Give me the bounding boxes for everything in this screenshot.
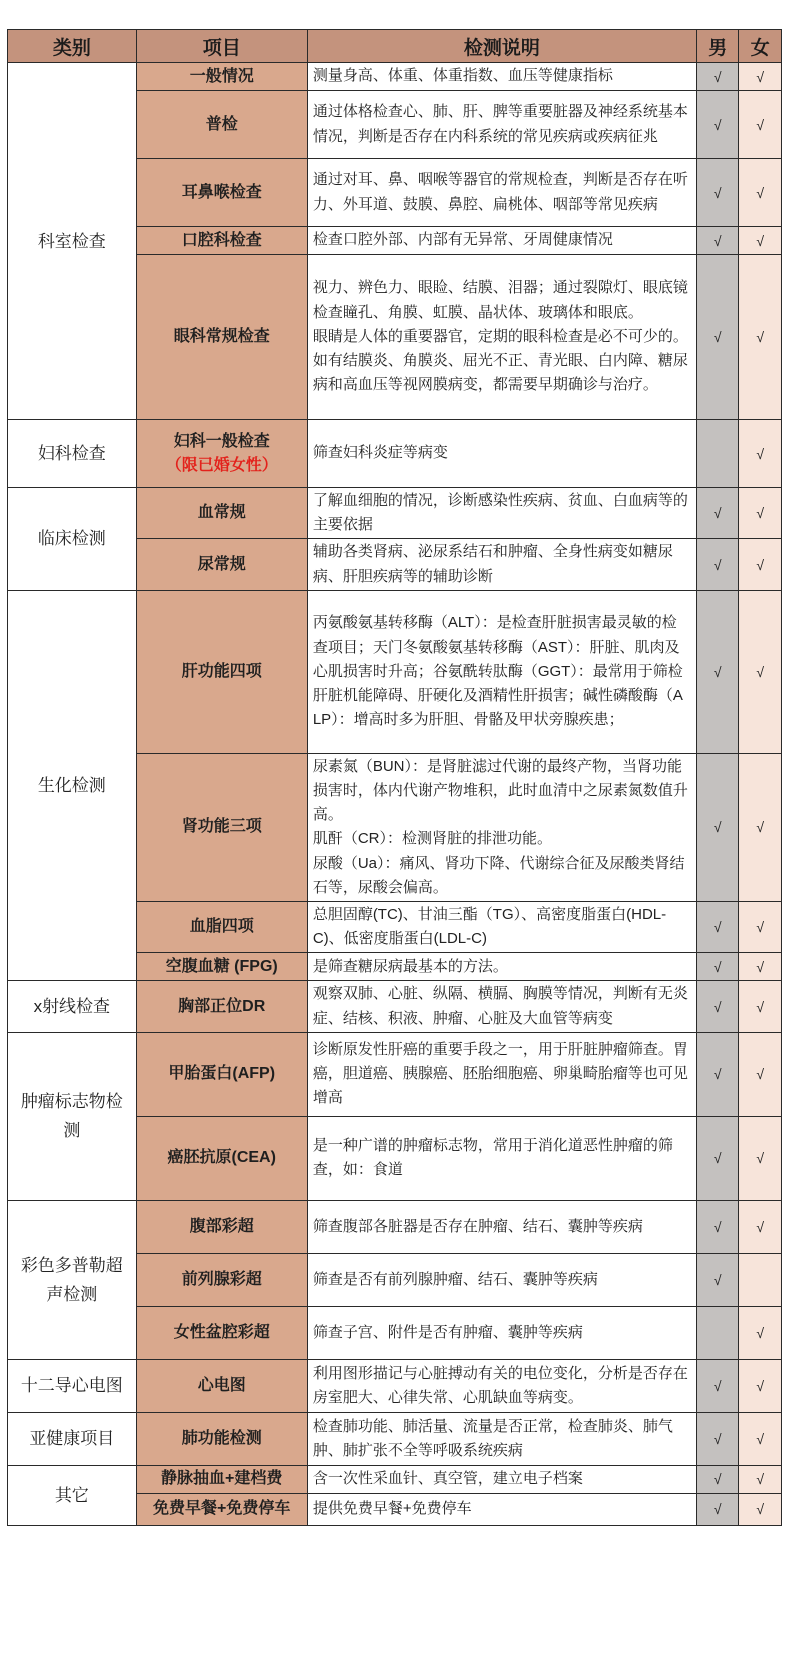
description-cell (307, 1032, 696, 1116)
item-label: 腹部彩超 (189, 1217, 254, 1235)
header-description: 检测说明 (307, 30, 696, 63)
check-icon: √ (756, 556, 765, 573)
description-text: 视力、辨色力、眼睑、结膜、泪器；通过裂隙灯、眼底镜检查瞳孔、角膜、虹膜、晶状体、玻璃体和眼底。 (312, 279, 688, 321)
check-icon: √ (756, 1218, 765, 1235)
check-icon: √ (756, 232, 765, 249)
check-icon: √ (756, 329, 765, 345)
female-check-cell (739, 159, 782, 227)
female-check-cell (739, 1359, 782, 1412)
table-row (8, 488, 782, 539)
description-text: 了解血细胞的情况，诊断感染性疾病、贫血、白血病等的主要依据 (312, 492, 688, 534)
male-check-cell (696, 539, 739, 590)
male-check-cell (696, 1032, 739, 1116)
item-label: 妇科一般检查 (173, 432, 270, 450)
description-cell (307, 1253, 696, 1306)
check-icon: √ (756, 1324, 765, 1341)
check-icon: √ (713, 958, 722, 975)
description-cell (307, 1116, 696, 1200)
male-check-cell (696, 1412, 739, 1465)
check-icon: √ (756, 663, 765, 680)
check-icon: √ (713, 1377, 722, 1394)
female-check-cell (739, 488, 782, 539)
female-check-cell (739, 91, 782, 159)
table-row (8, 590, 782, 753)
male-check-cell (696, 227, 739, 255)
male-check-cell (696, 753, 739, 901)
description-cell (307, 590, 696, 753)
item-note: （限已婚女性） (165, 456, 278, 474)
description-text: 丙氨酸氨基转移酶（ALT）：是检查肝脏损害最灵敏的检查项目；天门冬氨酸氨基转移酶（AST）：肝脏、肌肉及心肌损害时升高；谷氨酰转肽酶（GGT）：最常用于筛检肝脏机能障碍、肝硬化及酒精性肝损害；碱性磷酸酶（ALP）：增高时多为肝胆、骨骼及甲状旁腺疾患； (312, 614, 683, 729)
item-label: 耳鼻喉检查 (181, 183, 262, 201)
description-cell (307, 1200, 696, 1253)
check-icon: √ (713, 1430, 722, 1447)
category-label: 临床检测 (37, 529, 106, 549)
item-cell (136, 488, 307, 539)
item-label: 口腔科检查 (181, 231, 262, 249)
item-label: 尿常规 (197, 555, 246, 573)
male-check-cell (696, 1359, 739, 1412)
check-icon: √ (713, 556, 722, 573)
check-icon: √ (713, 819, 722, 836)
male-check-cell (696, 902, 739, 953)
check-icon: √ (713, 1150, 722, 1167)
check-icon: √ (756, 505, 765, 522)
check-icon: √ (713, 505, 722, 522)
male-check-cell (696, 1116, 739, 1200)
description-text: 眼睛是人体的重要器官，定期的眼科检查是必不可少的。如有结膜炎、角膜炎、屈光不正、青光眼、白内障、糖尿病和高血压等视网膜病变，都需要早期确诊与治疗。 (312, 327, 688, 394)
description-cell (307, 902, 696, 953)
description-text: 是筛查糖尿病最基本的方法。 (312, 957, 508, 975)
description-cell (307, 753, 696, 901)
description-text: 观察双肺、心脏、纵隔、横膈、胸膜等情况，判断有无炎症、结核、积液、肿瘤、心脏及大血管等病变 (312, 985, 688, 1027)
category-label: 彩色多普勒超声检测 (20, 1255, 123, 1304)
description-text: 提供免费早餐+免费停车 (312, 1500, 472, 1518)
male-check-cell (696, 1306, 739, 1359)
description-text: 通过体格检查心、肺、肝、脾等重要脏器及神经系统基本情况，判断是否存在内科系统的常见疾病或疾病征兆 (312, 103, 688, 145)
description-text: 检查肺功能、肺活量、流量是否正常，检查肺炎、肺气肿、肺扩张不全等呼吸系统疾病 (312, 1417, 673, 1459)
item-cell (136, 590, 307, 753)
description-text: 尿酸（Ua）：痛风、肾功下降、代谢综合征及尿酸类肾结石等，尿酸会偏高。 (312, 854, 685, 896)
check-icon: √ (756, 819, 765, 836)
exam-table (7, 29, 782, 1526)
description-text: 筛查子宫、附件是否有肿瘤、囊肿等疾病 (312, 1323, 583, 1341)
description-cell (307, 981, 696, 1032)
female-check-cell (739, 1253, 782, 1306)
female-check-cell (739, 1412, 782, 1465)
description-text: 检查口腔外部、内部有无异常、牙周健康情况 (312, 231, 613, 249)
check-icon: √ (756, 1430, 765, 1447)
item-label: 血常规 (197, 504, 246, 522)
description-text: 通过对耳、鼻、咽喉等器官的常规检查，判断是否存在听力、外耳道、鼓膜、鼻腔、扁桃体、咽部等常见疾病 (312, 171, 688, 213)
check-icon: √ (713, 329, 722, 345)
check-icon: √ (756, 1066, 765, 1083)
item-label: 肾功能三项 (181, 818, 262, 836)
table-row (8, 63, 782, 91)
item-label: 甲胎蛋白(AFP) (168, 1065, 276, 1083)
category-cell (8, 63, 137, 420)
description-text: 筛查腹部各脏器是否存在肿瘤、结石、囊肿等疾病 (312, 1217, 643, 1235)
item-cell (136, 1253, 307, 1306)
header-category: 类别 (8, 30, 137, 63)
description-cell (307, 63, 696, 91)
item-cell (136, 981, 307, 1032)
category-cell (8, 1412, 137, 1465)
category-cell (8, 590, 137, 981)
item-label: 胸部正位DR (178, 997, 266, 1015)
item-label: 心电图 (197, 1376, 246, 1394)
check-icon: √ (713, 663, 722, 680)
description-cell (307, 255, 696, 420)
category-label: 科室检查 (37, 231, 106, 251)
item-label: 肝功能四项 (181, 662, 262, 680)
check-icon: √ (756, 1471, 765, 1488)
category-label: 生化检测 (37, 776, 106, 796)
description-cell (307, 91, 696, 159)
category-cell (8, 1032, 137, 1200)
category-label: 其它 (54, 1485, 89, 1505)
table-row (8, 981, 782, 1032)
check-icon: √ (713, 998, 722, 1015)
male-check-cell (696, 91, 739, 159)
item-cell (136, 1306, 307, 1359)
table-row (8, 1465, 782, 1493)
check-icon: √ (756, 998, 765, 1015)
table-row (8, 420, 782, 488)
check-icon: √ (713, 116, 722, 133)
male-check-cell (696, 159, 739, 227)
female-check-cell (739, 953, 782, 981)
item-cell (136, 1493, 307, 1525)
check-icon: √ (713, 68, 722, 85)
category-cell (8, 1465, 137, 1525)
description-text: 总胆固醇(TC)、甘油三酯（TG）、高密度脂蛋白(HDL-C)、低密度脂蛋白(LDL-C) (312, 906, 667, 948)
item-label: 癌胚抗原(CEA) (167, 1149, 276, 1167)
item-cell (136, 255, 307, 420)
check-icon: √ (756, 116, 765, 133)
description-cell (307, 159, 696, 227)
description-text: 尿素氮（BUN）：是肾脏滤过代谢的最终产物，当肾功能损害时，体内代谢产物堆积，此时血清中之尿素氮数值升高。 (312, 757, 688, 824)
male-check-cell (696, 590, 739, 753)
item-label: 普检 (205, 115, 238, 133)
description-cell (307, 1359, 696, 1412)
check-icon: √ (713, 1271, 722, 1288)
table-header-row (8, 30, 782, 63)
item-label: 女性盆腔彩超 (173, 1323, 270, 1341)
item-cell (136, 953, 307, 981)
description-cell (307, 953, 696, 981)
header-item: 项目 (136, 30, 307, 63)
item-cell (136, 1359, 307, 1412)
female-check-cell (739, 1032, 782, 1116)
female-check-cell (739, 227, 782, 255)
female-check-cell (739, 1306, 782, 1359)
check-icon: √ (756, 184, 765, 201)
header-male: 男 (696, 30, 739, 63)
description-text: 辅助各类肾病、泌尿系结石和肿瘤、全身性病变如糖尿病、肝胆疾病等的辅助诊断 (312, 543, 673, 585)
male-check-cell (696, 953, 739, 981)
female-check-cell (739, 539, 782, 590)
female-check-cell (739, 420, 782, 488)
item-label: 空腹血糖 (FPG) (165, 957, 278, 975)
item-label: 免费早餐+免费停车 (153, 1500, 291, 1518)
female-check-cell (739, 902, 782, 953)
item-cell (136, 1032, 307, 1116)
description-cell (307, 488, 696, 539)
check-icon: √ (756, 919, 765, 936)
check-icon: √ (713, 184, 722, 201)
description-cell (307, 420, 696, 488)
category-label: 妇科检查 (37, 444, 106, 463)
description-text: 含一次性采血针、真空管，建立电子档案 (312, 1470, 583, 1488)
female-check-cell (739, 255, 782, 420)
description-text: 测量身高、体重、体重指数、血压等健康指标 (312, 67, 613, 85)
female-check-cell (739, 981, 782, 1032)
item-cell (136, 227, 307, 255)
category-cell (8, 1359, 137, 1412)
check-icon: √ (713, 1066, 722, 1083)
male-check-cell (696, 255, 739, 420)
item-cell (136, 91, 307, 159)
category-label: 肿瘤标志物检测 (20, 1092, 123, 1141)
item-cell (136, 63, 307, 91)
category-cell (8, 1200, 137, 1359)
category-label: 亚健康项目 (29, 1429, 115, 1449)
check-icon: √ (756, 68, 765, 85)
description-text: 诊断原发性肝癌的重要手段之一，用于肝脏肿瘤筛查。胃癌，胆道癌、胰腺癌、胚胎细胞癌、卵巢畸胎瘤等也可见增高 (312, 1041, 688, 1107)
item-cell (136, 539, 307, 590)
category-cell (8, 420, 137, 488)
description-cell (307, 227, 696, 255)
item-cell (136, 420, 307, 488)
description-text: 筛查妇科炎症等病变 (312, 444, 448, 462)
item-cell (136, 159, 307, 227)
female-check-cell (739, 63, 782, 91)
category-label: 十二导心电图 (20, 1376, 123, 1396)
check-icon: √ (713, 1501, 722, 1518)
category-cell (8, 488, 137, 591)
category-cell (8, 981, 137, 1032)
male-check-cell (696, 1465, 739, 1493)
female-check-cell (739, 1116, 782, 1200)
check-icon: √ (756, 445, 765, 462)
item-label: 血脂四项 (189, 918, 254, 936)
female-check-cell (739, 1200, 782, 1253)
item-label: 眼科常规检查 (173, 328, 270, 345)
table-row (8, 1412, 782, 1465)
description-cell (307, 1306, 696, 1359)
check-icon: √ (713, 1471, 722, 1488)
item-cell (136, 902, 307, 953)
description-text: 利用图形描记与心脏搏动有关的电位变化，分析是否存在房室肥大、心律失常、心肌缺血等病变。 (312, 1364, 688, 1406)
category-label: x射线检查 (33, 997, 111, 1017)
male-check-cell (696, 63, 739, 91)
female-check-cell (739, 1493, 782, 1525)
item-label: 一般情况 (189, 67, 254, 85)
table-row (8, 1032, 782, 1116)
check-icon: √ (713, 919, 722, 936)
item-cell (136, 1116, 307, 1200)
male-check-cell (696, 488, 739, 539)
male-check-cell (696, 1253, 739, 1306)
check-icon: √ (756, 1150, 765, 1167)
item-cell (136, 1412, 307, 1465)
female-check-cell (739, 590, 782, 753)
description-cell (307, 1412, 696, 1465)
description-cell (307, 1493, 696, 1525)
table-row (8, 1359, 782, 1412)
check-icon: √ (756, 1501, 765, 1518)
description-text: 肌酐（CR）：检测肾脏的排泄功能。 (312, 830, 552, 848)
description-text: 是一种广谱的肿瘤标志物，常用于消化道恶性肿瘤的筛查，如：食道 (312, 1137, 673, 1179)
item-label: 前列腺彩超 (181, 1270, 262, 1288)
male-check-cell (696, 1200, 739, 1253)
description-cell (307, 539, 696, 590)
check-icon: √ (756, 1377, 765, 1394)
item-cell (136, 1465, 307, 1493)
check-icon: √ (756, 958, 765, 975)
item-cell (136, 1200, 307, 1253)
item-cell (136, 753, 307, 901)
item-label: 肺功能检测 (181, 1429, 262, 1447)
male-check-cell (696, 420, 739, 488)
check-icon: √ (713, 1218, 722, 1235)
male-check-cell (696, 1493, 739, 1525)
description-cell (307, 1465, 696, 1493)
table-body (8, 63, 782, 1526)
female-check-cell (739, 1465, 782, 1493)
check-icon: √ (713, 232, 722, 249)
male-check-cell (696, 981, 739, 1032)
female-check-cell (739, 753, 782, 901)
item-label: 静脉抽血+建档费 (161, 1470, 283, 1488)
header-female: 女 (739, 30, 782, 63)
description-text: 筛查是否有前列腺肿瘤、结石、囊肿等疾病 (312, 1270, 598, 1288)
table-row (8, 1200, 782, 1253)
